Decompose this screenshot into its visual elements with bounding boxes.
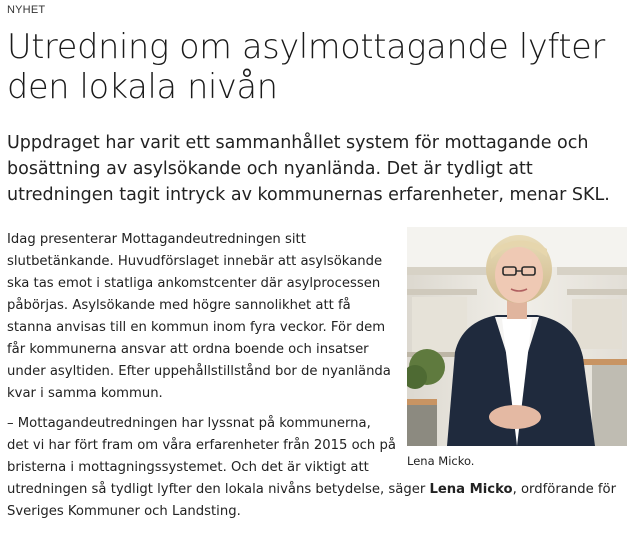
paragraph-2-text: , ordförande för (512, 482, 617, 497)
paragraph-2-line: bristerna i mottagningssystemet. Och det är viktigt att (7, 460, 369, 475)
article-title: Utredning om asylmottagande lyfter den lokala nivån (7, 27, 605, 106)
news-kicker: NYHET (7, 4, 46, 16)
paragraph-2-line (7, 479, 632, 501)
paragraph-2-line: Sveriges Kommuner och Landsting. (7, 504, 241, 519)
portrait-caption: Lena Micko. (407, 454, 475, 468)
paragraph-2-text: utredningen så tydligt lyfter den lokala nivåns betydelse, säger (7, 482, 430, 497)
speaker-name: Lena Micko (429, 482, 513, 497)
article-lead: Uppdraget har varit ett sammanhållet system för mottagande och bosättning av asylsökande och nyanlända. Det är tydligt att utredningen tagit intryck av kommunernas erfarenheter, menar SKL. (7, 133, 610, 205)
paragraph-2-line: – Mottagandeutredningen har lyssnat på kommunerna, (7, 416, 371, 431)
article-body (7, 229, 632, 523)
paragraph-2-line: det vi har fört fram om våra erfarenheter från 2015 och på (7, 438, 396, 453)
body-paragraph-2 (7, 413, 632, 523)
body-paragraph-1: Idag presenterar Mottagandeutredningen sitt slutbetänkande. Huvudförslaget innebär att asylsökande ska tas emot i statliga ankomstcenter där asylprocessen påbörjas. Asylsökande med högre sannolikhet att få stanna anvisas till en kommun inom fyra veckor. För dem får kommunerna ansvar att ordna boende och insatser under asyltiden. Efter uppehållstillstånd bor de nyanlända kvar i samma kommun. (7, 232, 391, 401)
